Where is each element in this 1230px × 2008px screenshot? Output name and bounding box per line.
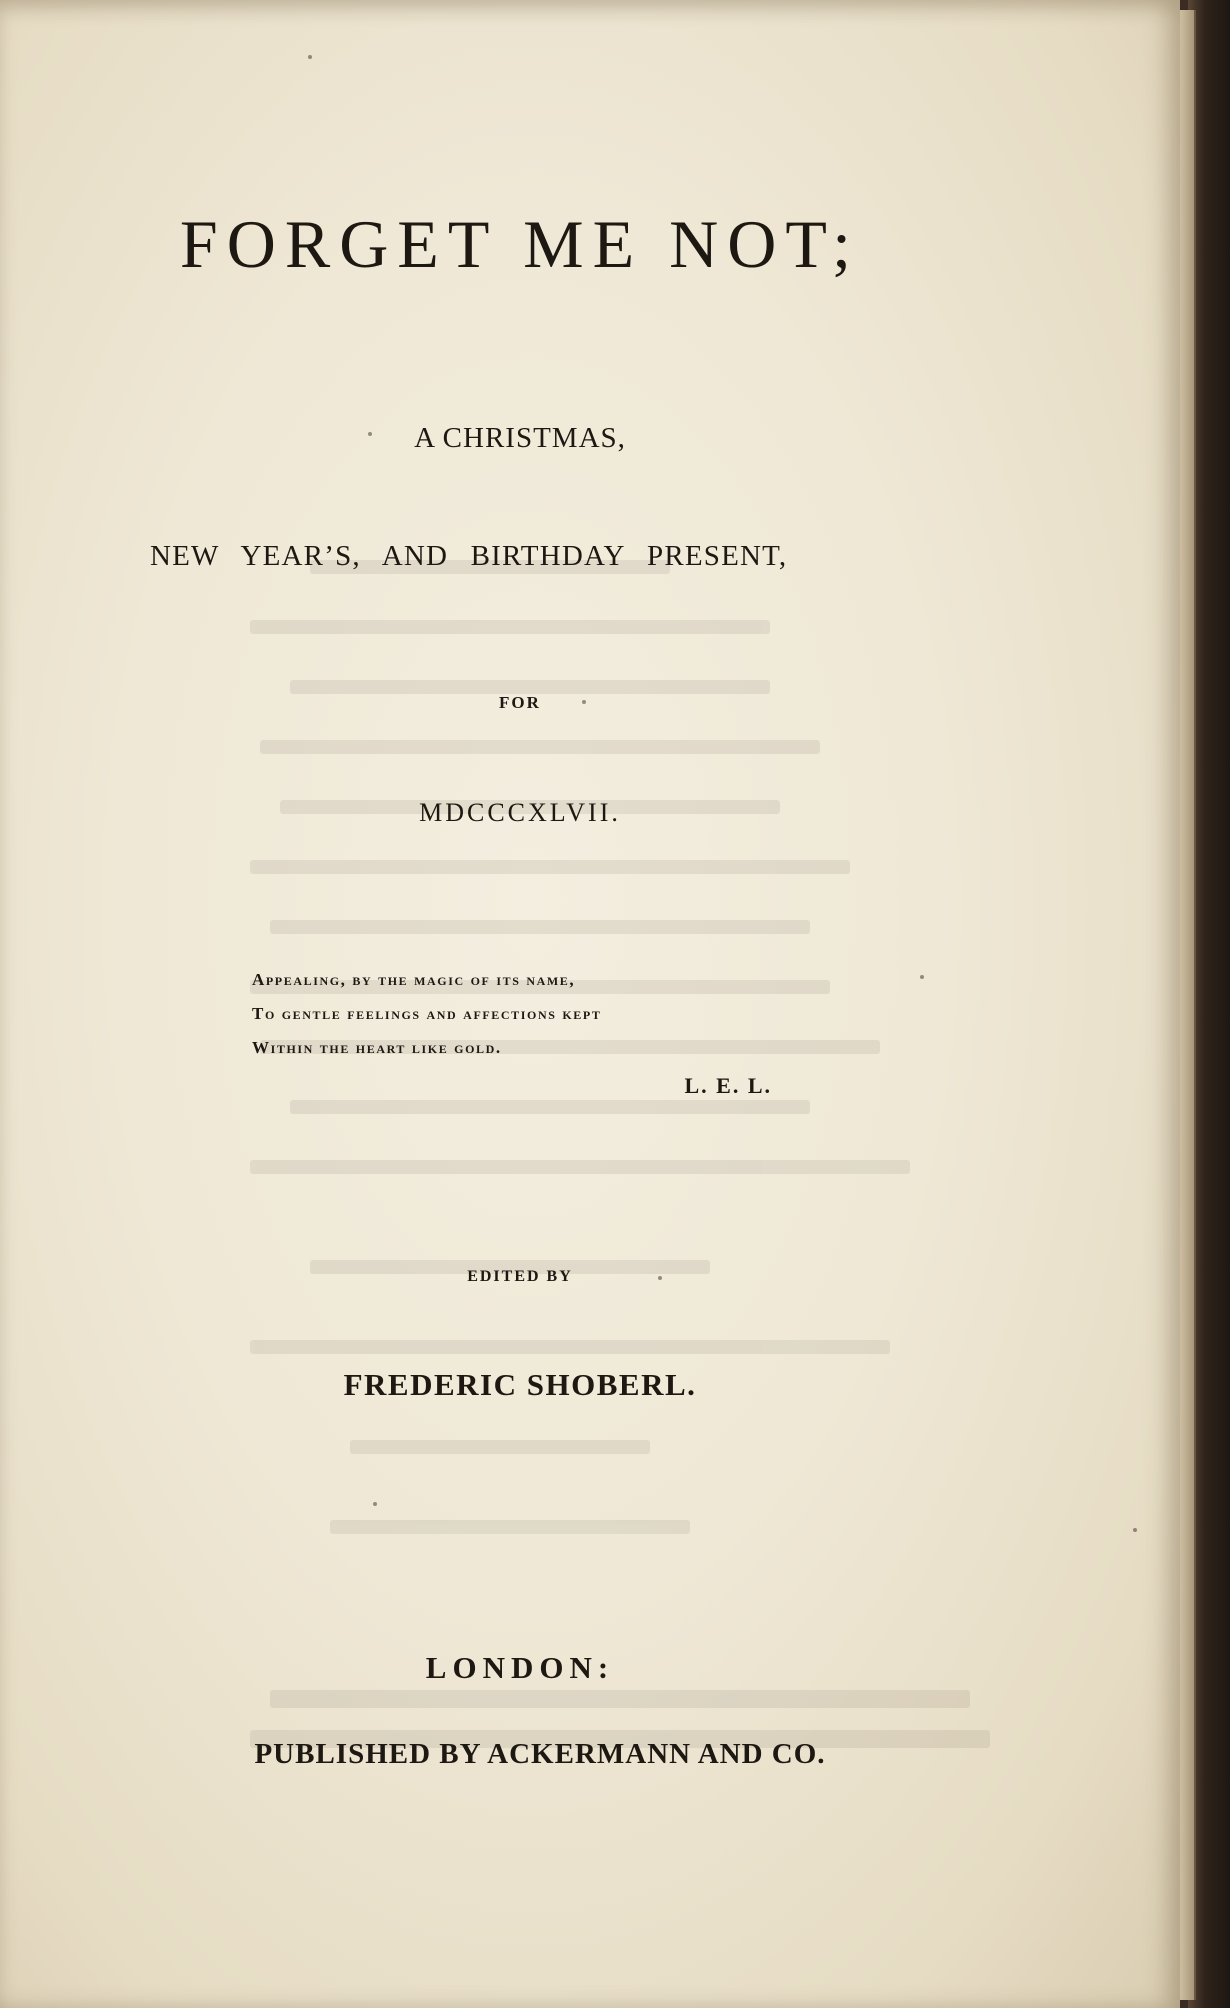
publisher-line: PUBLISHED BY ACKERMANN AND CO.	[254, 1738, 826, 1770]
epigraph	[252, 963, 812, 1103]
subtitle-line-1: A CHRISTMAS,	[414, 422, 626, 454]
publication-year: MDCCCXLVII.	[419, 798, 621, 827]
paper-speck	[582, 700, 586, 704]
edited-by-label: EDITED BY	[467, 1268, 573, 1285]
paper-speck	[373, 1502, 377, 1506]
paper-speck	[368, 432, 372, 436]
epigraph-attribution: L. E. L.	[684, 1073, 772, 1098]
book-title: FORGET ME NOT;	[179, 206, 861, 282]
subtitle-line-2: NEW YEAR’S, AND BIRTHDAY PRESENT,	[150, 540, 788, 572]
paper-speck	[1133, 1528, 1137, 1532]
paper-speck	[920, 975, 924, 979]
epigraph-line: Within the heart like gold.	[252, 1038, 502, 1057]
for-label: FOR	[499, 693, 541, 712]
epigraph-line: Appealing, by the magic of its name,	[252, 970, 576, 989]
epigraph-line: To gentle feelings and affections kept	[252, 1004, 602, 1023]
reverse-page-bleed-through	[250, 560, 1010, 1800]
publication-city: LONDON:	[425, 1650, 615, 1685]
editor-name: FREDERIC SHOBERL.	[343, 1367, 697, 1402]
paper-speck	[308, 55, 312, 59]
paper-speck	[658, 1276, 662, 1280]
